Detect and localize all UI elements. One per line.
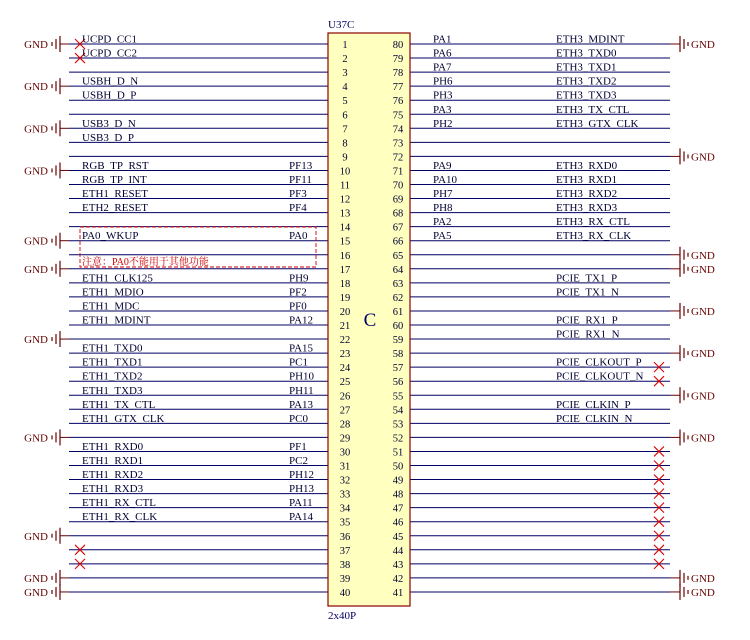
net-label: ETH3_RXD0: [556, 159, 618, 172]
net-label: ETH3_TXD1: [556, 61, 617, 74]
pin-number: 58: [392, 349, 404, 361]
net-label: ETH3_TXD0: [556, 47, 617, 60]
net-label: ETH1_RXD2: [82, 469, 144, 482]
pin-number: 33: [339, 489, 351, 501]
pin-number: 23: [339, 349, 351, 361]
ground-symbol: [670, 345, 688, 361]
gnd-label: GND: [24, 39, 48, 51]
gnd-label: GND: [24, 235, 48, 248]
pin-number: 31: [339, 461, 351, 473]
pin-number: 51: [392, 447, 404, 459]
pin-number: 34: [339, 503, 351, 515]
pin-number: 71: [392, 166, 404, 178]
pin-number: 42: [392, 573, 404, 585]
pin-number: 64: [392, 264, 404, 276]
port-label: PF3: [289, 188, 307, 201]
pin-number: 50: [392, 461, 404, 473]
ground-symbol: [52, 120, 69, 136]
pin-number: 2: [342, 54, 348, 66]
port-label: PA1: [433, 33, 452, 46]
pin-number: 40: [339, 587, 351, 599]
port-label: PA12: [289, 314, 314, 327]
port-label: PC0: [289, 412, 308, 425]
pin-number: 10: [339, 166, 351, 178]
pin-number: 24: [339, 363, 351, 375]
ground-symbol: [670, 387, 688, 403]
pin-number: 45: [392, 531, 404, 543]
ground-symbol: [52, 331, 69, 347]
port-label: PA11: [289, 497, 313, 510]
net-label: USB3_D_P: [82, 131, 134, 144]
ground-symbol: [670, 429, 688, 445]
pin-number: 77: [392, 82, 404, 94]
pin-number: 78: [392, 68, 404, 80]
port-label: PH12: [289, 469, 315, 482]
pin-number: 67: [392, 222, 404, 234]
net-label: ETH3_RXD2: [556, 188, 618, 201]
pin-number: 65: [392, 250, 404, 262]
port-label: PF1: [289, 440, 307, 453]
net-label: ETH1_TXD0: [82, 342, 143, 355]
gnd-label: GND: [24, 432, 48, 445]
pin-number: 17: [339, 264, 351, 276]
pin-number: 79: [392, 54, 404, 66]
net-label: ETH3_TXD3: [556, 89, 617, 102]
gnd-label: GND: [24, 263, 48, 276]
pin-number: 52: [392, 433, 404, 445]
net-label: ETH1_RX_CTL: [82, 497, 156, 510]
pin-number: 35: [339, 517, 351, 529]
port-label: PA0: [289, 230, 308, 243]
pin-number: 39: [339, 573, 351, 585]
ground-symbol: [52, 261, 69, 277]
net-label: ETH1_GTX_CLK: [82, 412, 165, 425]
gnd-label: GND: [691, 151, 715, 164]
gnd-label: GND: [691, 263, 715, 276]
pin-number: 21: [339, 321, 351, 332]
net-label: PCIE_RX1_N: [556, 328, 620, 341]
net-label: USBH_D_N: [82, 75, 139, 88]
net-label: PA0_WKUP: [82, 230, 139, 243]
ground-symbol: [670, 303, 688, 319]
pin-number: 61: [392, 306, 404, 318]
net-label: ETH1_TXD3: [82, 384, 143, 397]
ground-symbol: [52, 429, 69, 445]
ground-symbol: [52, 162, 69, 178]
pin-number: 28: [339, 419, 351, 431]
net-label: ETH1_MDINT: [82, 314, 151, 327]
net-label: ETH3_RX_CLK: [556, 230, 632, 243]
pin-number: 16: [339, 250, 351, 262]
pin-number: 72: [392, 152, 404, 164]
port-label: PA2: [433, 216, 452, 229]
net-label: ETH3_TX_CTL: [556, 103, 630, 116]
net-label: USBH_D_P: [82, 89, 137, 102]
net-label: ETH1_MDC: [82, 300, 140, 313]
port-label: PH9: [289, 272, 309, 285]
net-label: RGB_TP_INT: [82, 174, 147, 186]
pin-number: 63: [392, 278, 404, 290]
net-label: ETH1_CLK125: [82, 272, 153, 285]
port-label: PA9: [433, 159, 452, 172]
pin-number: 41: [392, 587, 404, 599]
pin-number: 25: [339, 377, 351, 389]
port-label: PF4: [289, 202, 307, 215]
pin-number: 59: [392, 335, 404, 347]
port-label: PF13: [289, 159, 313, 172]
gnd-label: GND: [691, 432, 715, 445]
pin-number: 9: [342, 152, 348, 164]
port-label: PH13: [289, 483, 315, 496]
gnd-label: GND: [24, 586, 48, 599]
pin-number: 14: [339, 222, 351, 234]
pin-number: 12: [339, 194, 351, 206]
gnd-label: GND: [691, 305, 715, 318]
ground-symbol: [52, 528, 69, 544]
pin-number: 4: [342, 82, 348, 94]
port-label: PF11: [289, 174, 312, 186]
pin-number: 27: [339, 405, 351, 417]
gnd-label: GND: [24, 530, 48, 543]
pin-number: 56: [392, 377, 404, 389]
pin-number: 44: [392, 545, 404, 557]
pin-number: 5: [342, 96, 348, 108]
pin-number: 76: [392, 96, 404, 108]
ground-symbol: [670, 148, 688, 164]
pin-number: 70: [392, 180, 404, 192]
gnd-label: GND: [691, 249, 715, 262]
net-label: ETH1_TX_CTL: [82, 398, 156, 411]
gnd-label: GND: [24, 572, 48, 585]
pin-number: 32: [339, 475, 351, 487]
net-label: RGB_TP_RST: [82, 159, 149, 172]
net-label: ETH1_RXD1: [82, 455, 144, 467]
ground-symbol: [52, 78, 69, 94]
net-label: ETH3_GTX_CLK: [556, 117, 639, 130]
port-label: PA6: [433, 47, 452, 60]
net-label: ETH2_RESET: [82, 202, 148, 215]
ground-symbol: [670, 36, 688, 52]
ground-symbol: [670, 247, 688, 263]
pin-number: 36: [339, 531, 351, 543]
gnd-label: GND: [691, 348, 715, 361]
pin-number: 60: [392, 321, 404, 332]
pin-number: 22: [339, 335, 351, 347]
net-label: UCPD_CC1: [82, 33, 138, 46]
net-label: PCIE_CLKOUT_N: [556, 370, 644, 383]
pin-number: 54: [392, 405, 404, 417]
gnd-label: GND: [24, 81, 48, 94]
net-label: ETH3_TXD2: [556, 75, 617, 88]
pin-number: 80: [392, 40, 404, 51]
net-label: ETH3_MDINT: [556, 33, 625, 46]
gnd-label: GND: [691, 39, 715, 51]
pin-number: 6: [342, 110, 348, 122]
pin-number: 19: [339, 292, 351, 304]
pin-number: 18: [339, 278, 351, 290]
net-label: UCPD_CC2: [82, 47, 138, 60]
ground-symbol: [52, 570, 69, 586]
component-ref: U37C: [328, 19, 355, 31]
pin-number: 11: [339, 180, 351, 192]
ground-symbol: [670, 584, 688, 600]
port-label: PA14: [289, 511, 314, 524]
ground-symbol: [52, 584, 69, 600]
pin-number: 37: [339, 545, 351, 557]
net-label: PCIE_CLKIN_N: [556, 412, 633, 425]
pin-number: 15: [339, 236, 351, 248]
ground-symbol: [670, 261, 688, 277]
net-label: ETH1_RXD3: [82, 483, 144, 496]
pin-number: 75: [392, 110, 404, 122]
gnd-label: GND: [691, 390, 715, 403]
net-label: PCIE_TX1_P: [556, 272, 618, 285]
port-label: PF2: [289, 286, 307, 299]
port-label: PA3: [433, 103, 452, 116]
pin-number: 66: [392, 236, 404, 248]
ground-symbol: [670, 570, 688, 586]
pin-number: 43: [392, 559, 404, 571]
pin-number: 3: [342, 68, 348, 80]
pin-number: 30: [339, 447, 351, 459]
net-label: ETH3_RXD3: [556, 202, 618, 215]
net-label: PCIE_RX1_P: [556, 314, 618, 327]
port-label: PH2: [433, 117, 453, 130]
port-label: PA13: [289, 398, 314, 411]
port-label: PF0: [289, 300, 307, 313]
pin-number: 1: [342, 40, 348, 51]
net-label: ETH3_RX_CTL: [556, 216, 630, 229]
ground-symbol: [52, 233, 69, 249]
pin-number: 46: [392, 517, 404, 529]
port-label: PH3: [433, 89, 453, 102]
net-label: ETH1_TXD1: [82, 356, 143, 369]
gnd-label: GND: [24, 334, 48, 347]
port-label: PH6: [433, 75, 453, 88]
pin-number: 38: [339, 559, 351, 571]
pin-number: 20: [339, 306, 351, 318]
note-text: 注意：PA0不能用于其他功能: [82, 257, 209, 268]
pin-number: 48: [392, 489, 404, 501]
port-label: PA15: [289, 342, 314, 355]
port-label: PH7: [433, 188, 453, 201]
net-label: ETH1_MDIO: [82, 286, 144, 299]
net-label: PCIE_TX1_N: [556, 286, 619, 299]
net-label: PCIE_CLKOUT_P: [556, 356, 642, 369]
pin-number: 73: [392, 138, 404, 150]
port-label: PC2: [289, 455, 308, 467]
gnd-label: GND: [691, 586, 715, 599]
port-label: PH8: [433, 202, 453, 215]
port-label: PC1: [289, 356, 308, 369]
pin-number: 49: [392, 475, 404, 487]
pin-number: 8: [342, 138, 348, 150]
net-label: ETH1_RXD0: [82, 440, 144, 453]
gnd-label: GND: [691, 572, 715, 585]
net-label: ETH1_RESET: [82, 188, 148, 201]
net-label: ETH1_TXD2: [82, 370, 143, 383]
port-label: PA5: [433, 230, 452, 243]
port-label: PH11: [289, 384, 314, 397]
pin-number: 53: [392, 419, 404, 431]
net-label: PCIE_CLKIN_P: [556, 398, 631, 411]
gnd-label: GND: [24, 123, 48, 136]
pin-number: 68: [392, 208, 404, 220]
gnd-label: GND: [24, 165, 48, 178]
pin-number: 69: [392, 194, 404, 206]
component-part-letter: C: [363, 310, 377, 331]
pin-number: 47: [392, 503, 404, 515]
net-label: ETH3_RXD1: [556, 174, 618, 186]
pin-number: 7: [342, 124, 348, 136]
ground-symbol: [52, 36, 69, 52]
component-package: 2x40P: [328, 610, 357, 622]
pin-number: 29: [339, 433, 351, 445]
port-label: PA7: [433, 61, 452, 74]
port-label: PH10: [289, 370, 315, 383]
pin-number: 13: [339, 208, 351, 220]
pin-number: 57: [392, 363, 404, 375]
pin-number: 62: [392, 292, 404, 304]
pin-number: 74: [392, 124, 404, 136]
port-label: PA10: [433, 174, 458, 186]
pin-number: 55: [392, 391, 404, 403]
net-label: ETH1_RX_CLK: [82, 511, 158, 524]
pin-number: 26: [339, 391, 351, 403]
net-label: USB3_D_N: [82, 117, 136, 130]
